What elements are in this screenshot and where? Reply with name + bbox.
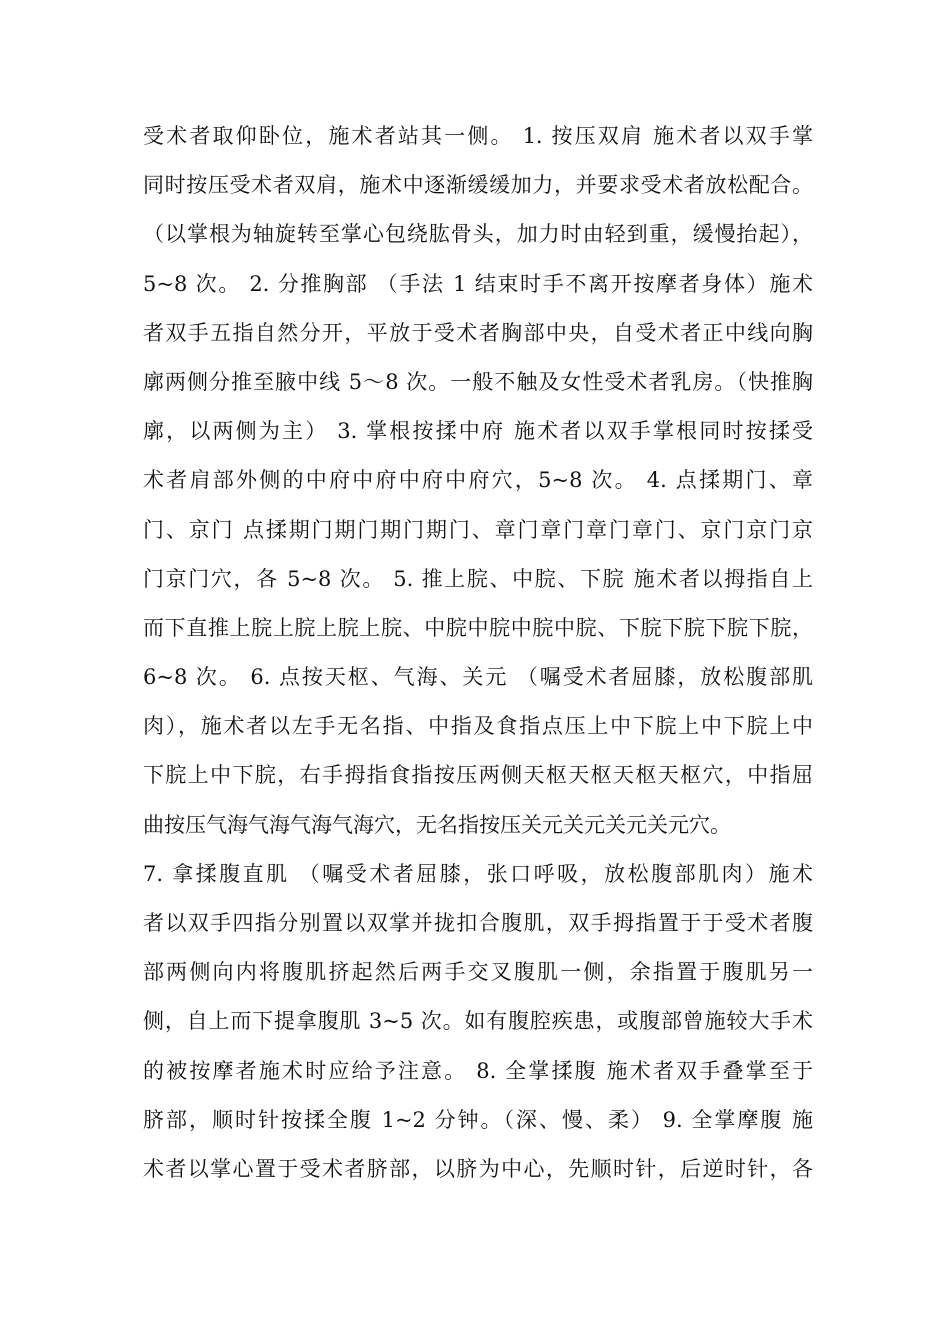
- text-line: 廓，以两侧为主） 3. 掌根按揉中府 施术者以双手掌根同时按揉受: [143, 419, 813, 444]
- text-line: 门、京门 点揉期门期门期门期门、章门章门章门章门、京门京门京: [143, 517, 813, 542]
- text-line: 下脘上中下脘，右手拇指食指按压两侧天枢天枢天枢天枢穴，中指屈: [143, 763, 813, 788]
- text-line: 曲按压气海气海气海气海穴，无名指按压关元关元关元关元穴。: [143, 812, 731, 837]
- text-line: 者双手五指自然分开，平放于受术者胸部中央，自受术者正中线向胸: [143, 320, 813, 345]
- text-line: 部两侧向内将腹肌挤起然后两手交叉腹肌一侧，余指置于腹肌另一: [143, 960, 813, 985]
- text-line: （以掌根为轴旋转至掌心包绕肱骨头，加力时由轻到重，缓慢抬起），: [143, 222, 813, 247]
- text-line: 受术者取仰卧位，施术者站其一侧。 1. 按压双肩 施术者以双手掌: [143, 124, 813, 148]
- text-line: 术者肩部外侧的中府中府中府中府穴，5~8 次。 4. 点揉期门、章: [143, 468, 813, 493]
- text-line: 肉），施术者以左手无名指、中指及食指点压上中下脘上中下脘上中: [143, 714, 813, 739]
- text-line: 廓两侧分推至腋中线 5～8 次。一般不触及女性受术者乳房。（快推胸: [143, 369, 813, 394]
- text-line: 的被按摩者施术时应给予注意。 8. 全掌揉腹 施术者双手叠掌至于: [143, 1058, 813, 1083]
- text-line: 门京门穴，各 5~8 次。 5. 推上脘、中脘、下脘 施术者以拇指自上: [143, 566, 813, 591]
- text-line: 同时按压受术者双肩，施术中逐渐缓缓加力，并要求受术者放松配合。: [143, 173, 813, 198]
- text-line: 脐部，顺时针按揉全腹 1~2 分钟。（深、慢、柔） 9. 全掌摩腹 施: [143, 1107, 813, 1132]
- body-text: [143, 112, 813, 1194]
- text-line: 5~8 次。 2. 分推胸部 （手法 1 结束时手不离开按摩者身体）施术: [143, 271, 813, 296]
- text-line: 6~8 次。 6. 点按天枢、气海、关元 （嘱受术者屈膝，放松腹部肌: [143, 665, 813, 690]
- text-line: 而下直推上脘上脘上脘上脘、中脘中脘中脘中脘、下脘下脘下脘下脘，: [143, 615, 813, 640]
- text-line: 者以双手四指分别置以双掌并拢扣合腹肌，双手拇指置于于受术者腹: [143, 911, 813, 935]
- text-line: 术者以掌心置于受术者脐部，以脐为中心，先顺时针，后逆时针，各: [143, 1156, 813, 1181]
- text-line: 7. 拿揉腹直肌 （嘱受术者屈膝，张口呼吸，放松腹部肌肉）施术: [143, 861, 813, 886]
- text-line: 侧，自上而下提拿腹肌 3~5 次。如有腹腔疾患，或腹部曾施较大手术: [143, 1009, 813, 1034]
